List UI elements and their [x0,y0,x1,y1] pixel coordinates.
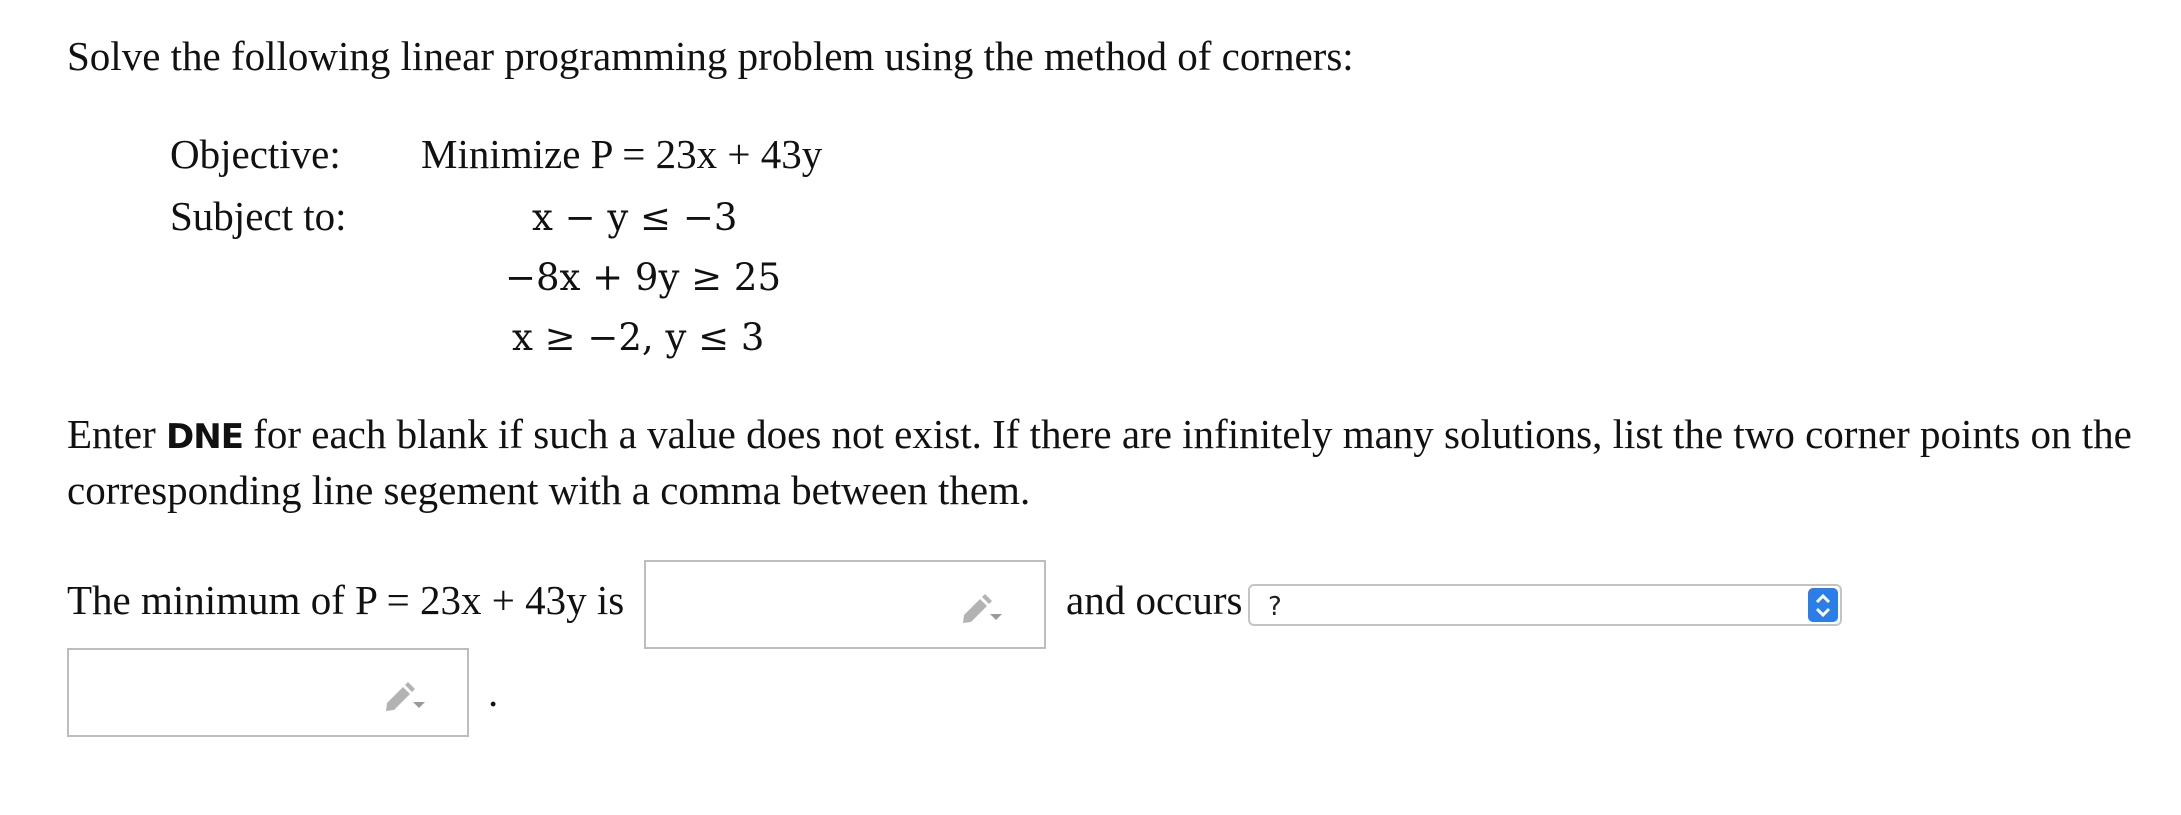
sentence-period: . [488,669,499,715]
occurs-select[interactable] [1248,584,1842,626]
constraint-2: −8x + 9y ≥ 25 [505,256,781,299]
instructions-text-b: for each blank if such a value does not exist. If there are infinitely many solutions, list the two corner points on the [242,411,2132,457]
dne-keyword: DNE [166,417,243,457]
objective-function: P = 23x + 43y [355,577,587,623]
constraint-1: x − y ≤ −3 [532,196,738,239]
location-input[interactable] [67,648,469,737]
pencil-icon[interactable] [381,674,427,714]
constraint-3: x ≥ −2, y ≤ 3 [512,316,765,359]
answer-is: is [586,577,625,623]
problem-intro: Solve the following linear programming problem using the method of corners: [67,33,1354,79]
instructions-line-1 [67,410,2132,459]
answer-prefix: The minimum of [67,577,356,623]
minimum-value-input[interactable] [644,560,1046,649]
and-occurs-label: and occurs [1066,577,1243,623]
objective-expression: Minimize P = 23x + 43y [421,131,823,177]
pencil-icon[interactable] [958,586,1004,626]
select-arrows-icon [1808,588,1838,622]
objective-label: Objective: [170,131,341,177]
occurs-select-value: ? [1268,592,1282,622]
instructions-text-a: Enter [67,411,167,457]
subject-to-label: Subject to: [170,193,347,239]
answer-prompt [67,576,624,625]
instructions-line-2: corresponding line segement with a comma between them. [67,467,1031,513]
